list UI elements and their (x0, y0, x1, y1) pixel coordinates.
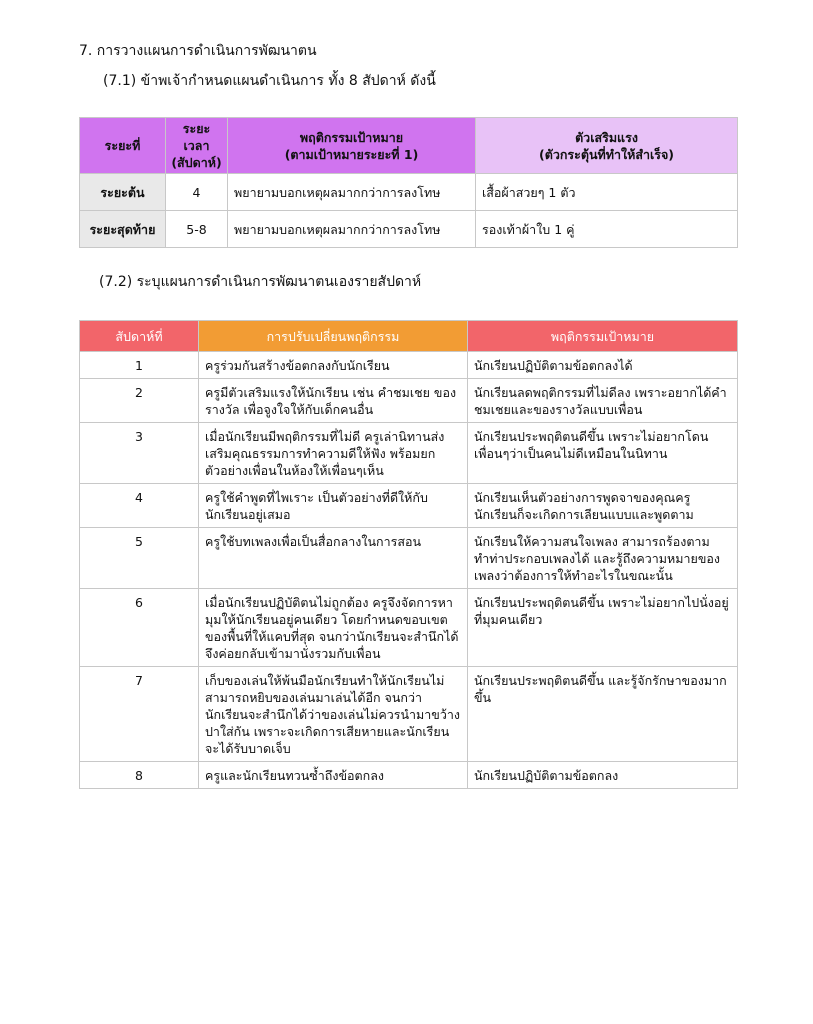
modification-cell: ครูใช้คำพูดที่ไพเราะ เป็นตัวอย่างที่ดีให้กับนักเรียนอยู่เสมอ (199, 484, 468, 528)
weekly-table-header-row (80, 321, 738, 352)
modification-cell: ครูมีตัวเสริมแรงให้นักเรียน เช่น คำชมเชย ของรางวัล เพื่อจูงใจให้กับเด็กคนอื่น (199, 379, 468, 423)
period-cell: ระยะสุดท้าย (80, 211, 166, 248)
section-heading: 7. การวางแผนการดำเนินการพัฒนาตน (79, 43, 317, 59)
week-cell: 7 (80, 667, 199, 762)
header-behavior-modification: การปรับเปลี่ยนพฤติกรรม (199, 321, 468, 352)
table-row (80, 762, 738, 789)
reinforcer-cell: รองเท้าผ้าใบ 1 คู่ (476, 211, 738, 248)
weeks-cell: 5-8 (166, 211, 228, 248)
goal-cell: นักเรียนประพฤติตนดีขึ้น เพราะไม่อยากไปนั่งอยู่ที่มุมคนเดียว (468, 589, 738, 667)
weeks-cell: 4 (166, 174, 228, 211)
behavior-cell: พยายามบอกเหตุผลมากกว่าการลงโทษ (228, 174, 476, 211)
modification-cell: เมื่อนักเรียนปฏิบัติตนไม่ถูกต้อง ครูจึงจัดการหามุมให้นักเรียนอยู่คนเดียว โดยกำหนดขอบเขตของพื้นที่ให้แคบที่สุด จนกว่านักเรียนจะสำนึกได้ จึงค่อยกลับเข้ามานั่งรวมกับเพื่อน (199, 589, 468, 667)
eight-week-plan-table (79, 117, 738, 248)
header-period: ระยะที่ (80, 118, 166, 174)
table-row (80, 211, 738, 248)
week-cell: 5 (80, 528, 199, 589)
table-row (80, 589, 738, 667)
modification-cell: เก็บของเล่นให้พ้นมือนักเรียนทำให้นักเรียนไม่สามารถหยิบของเล่นมาเล่นได้อีก จนกว่านักเรียนจะสำนึกได้ว่าของเล่นไม่ควรนำมาขว้างปาใส่กัน เพราะจะเกิดการเสียหายและนักเรียนจะได้รับบาดเจ็บ (199, 667, 468, 762)
goal-cell: นักเรียนลดพฤติกรรมที่ไม่ดีลง เพราะอยากได้คำชมเชยและของรางวัลแบบเพื่อน (468, 379, 738, 423)
week-cell: 8 (80, 762, 199, 789)
table-row (80, 484, 738, 528)
table-row (80, 174, 738, 211)
header-duration: ระยะเวลา (สัปดาห์) (166, 118, 228, 174)
week-cell: 3 (80, 423, 199, 484)
subsection-title-7-2: (7.2) ระบุแผนการดำเนินการพัฒนาตนเองรายสัปดาห์ (99, 274, 422, 290)
behavior-cell: พยายามบอกเหตุผลมากกว่าการลงโทษ (228, 211, 476, 248)
table-row (80, 528, 738, 589)
week-cell: 2 (80, 379, 199, 423)
period-cell: ระยะต้น (80, 174, 166, 211)
week-cell: 4 (80, 484, 199, 528)
goal-cell: นักเรียนให้ความสนใจเพลง สามารถร้องตาม ทำท่าประกอบเพลงได้ และรู้ถึงความหมายของเพลงว่าต้องการให้ทำอะไรในขณะนั้น (468, 528, 738, 589)
goal-cell: นักเรียนประพฤติตนดีขึ้น เพราะไม่อยากโดนเพื่อนๆว่าเป็นคนไม่ดีเหมือนในนิทาน (468, 423, 738, 484)
reinforcer-cell: เสื้อผ้าสวยๆ 1 ตัว (476, 174, 738, 211)
header-target-behavior: พฤติกรรมเป้าหมาย (ตามเป้าหมายระยะที่ 1) (228, 118, 476, 174)
weekly-plan-table (79, 320, 738, 789)
table-row (80, 423, 738, 484)
goal-cell: นักเรียนปฏิบัติตามข้อตกลงได้ (468, 352, 738, 379)
table-row (80, 352, 738, 379)
header-target-behavior: พฤติกรรมเป้าหมาย (468, 321, 738, 352)
subsection-title-7-1: (7.1) ข้าพเจ้ากำหนดแผนดำเนินการ ทั้ง 8 สัปดาห์ ดังนี้ (103, 73, 436, 89)
modification-cell: ครูใช้บทเพลงเพื่อเป็นสื่อกลางในการสอน (199, 528, 468, 589)
table-row (80, 379, 738, 423)
modification-cell: เมื่อนักเรียนมีพฤติกรรมที่ไม่ดี ครูเล่านิทานส่งเสริมคุณธรรมการทำความดีให้ฟัง พร้อมยกตัวอย่างเพื่อนในห้องให้เพื่อนๆเห็น (199, 423, 468, 484)
week-cell: 6 (80, 589, 199, 667)
header-reinforcer: ตัวเสริมแรง (ตัวกระตุ้นที่ทำให้สำเร็จ) (476, 118, 738, 174)
modification-cell: ครูและนักเรียนทวนซ้ำถึงข้อตกลง (199, 762, 468, 789)
goal-cell: นักเรียนเห็นตัวอย่างการพูดจาของคุณครู นักเรียนก็จะเกิดการเลียนแบบและพูดตาม (468, 484, 738, 528)
modification-cell: ครูร่วมกันสร้างข้อตกลงกับนักเรียน (199, 352, 468, 379)
goal-cell: นักเรียนประพฤติตนดีขึ้น และรู้จักรักษาของมากขึ้น (468, 667, 738, 762)
goal-cell: นักเรียนปฏิบัติตามข้อตกลง (468, 762, 738, 789)
header-week: สัปดาห์ที่ (80, 321, 199, 352)
plan-table-header-row (80, 118, 738, 174)
table-row (80, 667, 738, 762)
week-cell: 1 (80, 352, 199, 379)
